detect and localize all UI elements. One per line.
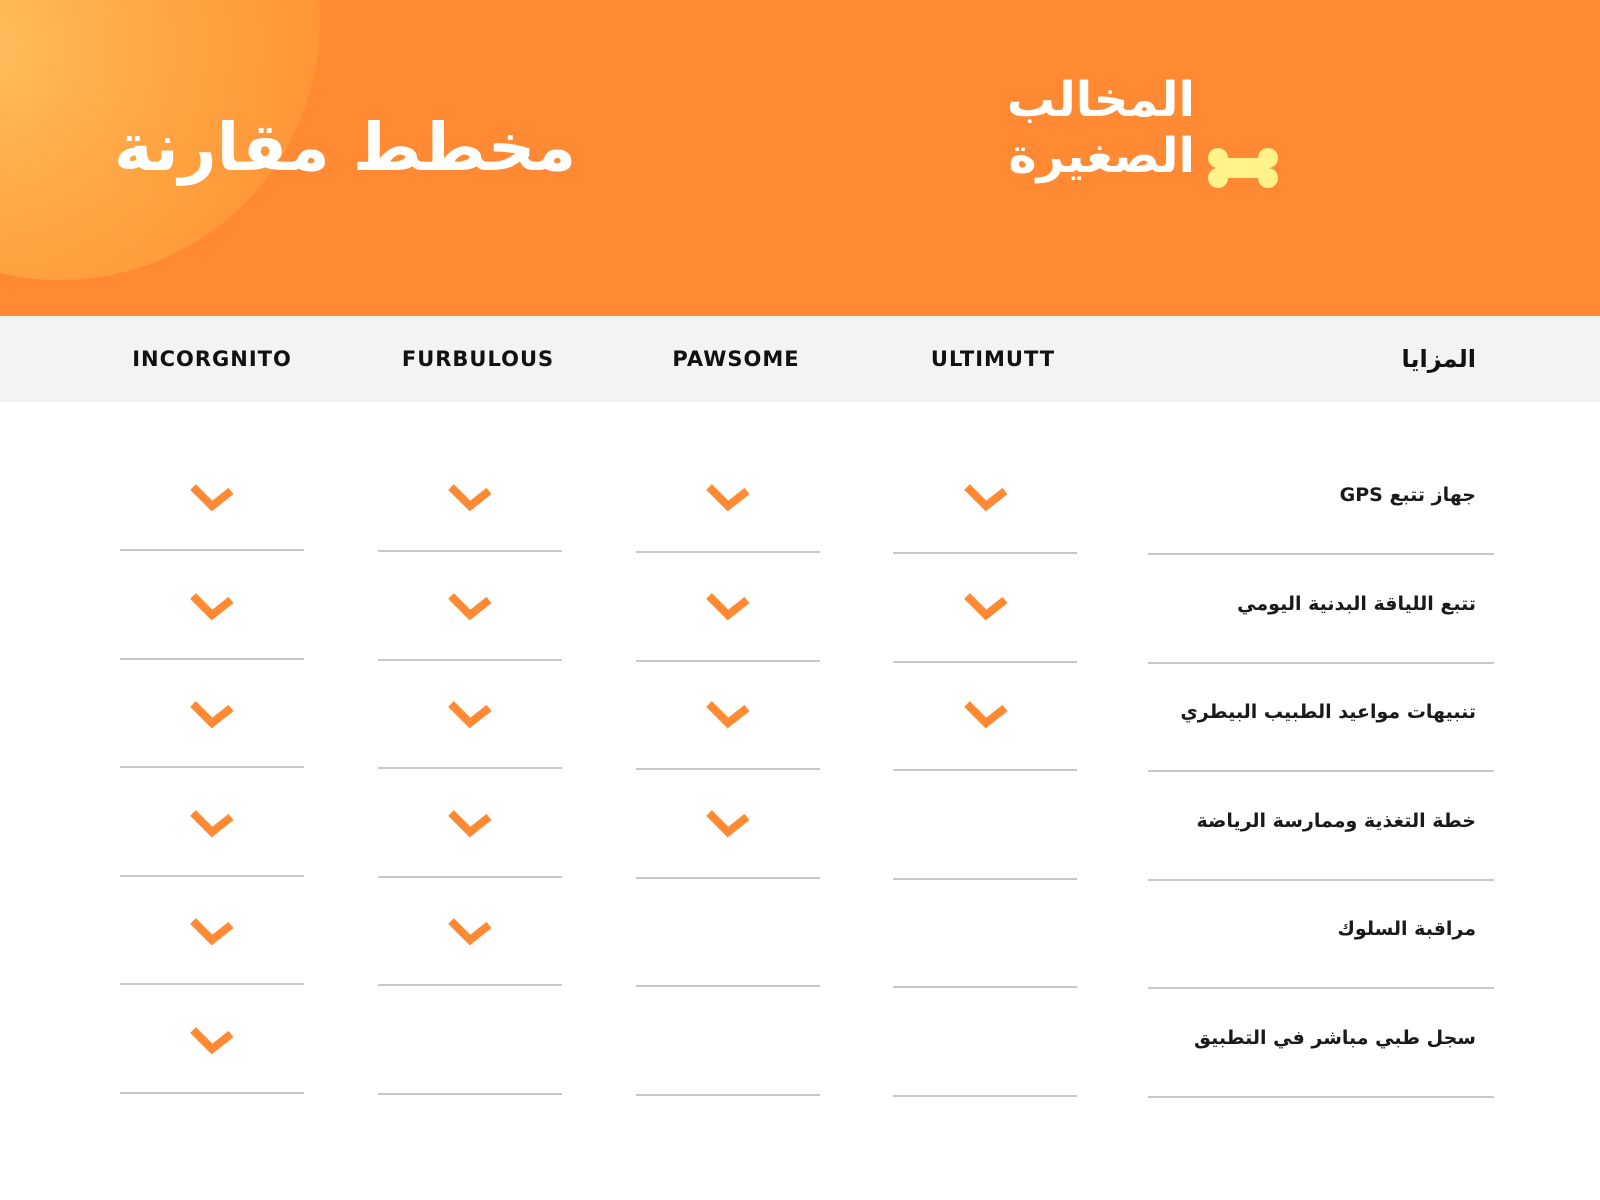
feature-label: خطة التغذية وممارسة الرياضة: [1196, 809, 1476, 832]
cell-divider: [893, 552, 1077, 554]
cell-divider: [378, 1093, 562, 1095]
bone-icon: [1208, 146, 1278, 190]
cell-divider: [120, 766, 304, 768]
checkmark-icon: [188, 1025, 236, 1057]
cell-divider: [636, 1094, 820, 1096]
header-banner: [0, 0, 1600, 316]
cell-divider: [893, 661, 1077, 663]
cell-divider: [636, 551, 820, 553]
checkmark-icon: [704, 482, 752, 514]
feature-label: جهاز تتبع GPS: [1339, 484, 1476, 506]
checkmark-icon: [962, 591, 1010, 623]
row-divider: [1148, 879, 1494, 881]
checkmark-icon: [962, 482, 1010, 514]
page-title: مخطط مقارنة: [113, 109, 577, 186]
feature-label: تنبيهات مواعيد الطبيب البيطري: [1180, 701, 1476, 723]
row-divider: [1148, 662, 1494, 664]
brand-name: [935, 72, 1195, 184]
cell-divider: [893, 986, 1077, 988]
plan-header-incorgnito: INCORGNITO: [132, 347, 292, 371]
feature-label: مراقبة السلوك: [1337, 918, 1476, 940]
checkmark-icon: [188, 916, 236, 948]
checkmark-icon: [962, 699, 1010, 731]
row-divider: [1148, 553, 1494, 555]
plan-header-pawsome: PAWSOME: [672, 347, 800, 371]
feature-label: تتبع اللياقة البدنية اليومي: [1237, 592, 1476, 615]
cell-divider: [120, 983, 304, 985]
table-header-row: [0, 316, 1600, 402]
checkmark-icon: [188, 808, 236, 840]
features-header: المزايا: [1401, 345, 1476, 373]
row-divider: [1148, 770, 1494, 772]
checkmark-icon: [446, 482, 494, 514]
checkmark-icon: [704, 808, 752, 840]
cell-divider: [893, 1095, 1077, 1097]
checkmark-icon: [446, 916, 494, 948]
plan-header-ultimutt: ULTIMUTT: [930, 347, 1056, 371]
cell-divider: [378, 659, 562, 661]
cell-divider: [636, 985, 820, 987]
cell-divider: [378, 767, 562, 769]
cell-divider: [378, 550, 562, 552]
checkmark-icon: [704, 699, 752, 731]
checkmark-icon: [188, 699, 236, 731]
row-divider: [1148, 1096, 1494, 1098]
cell-divider: [893, 769, 1077, 771]
cell-divider: [120, 549, 304, 551]
cell-divider: [378, 876, 562, 878]
checkmark-icon: [446, 591, 494, 623]
checkmark-icon: [188, 591, 236, 623]
plan-header-furbulous: FURBULOUS: [401, 347, 555, 371]
cell-divider: [378, 984, 562, 986]
cell-divider: [636, 768, 820, 770]
cell-divider: [120, 875, 304, 877]
row-divider: [1148, 987, 1494, 989]
cell-divider: [636, 660, 820, 662]
feature-label: سجل طبي مباشر في التطبيق: [1193, 1026, 1476, 1049]
checkmark-icon: [446, 808, 494, 840]
checkmark-icon: [704, 591, 752, 623]
brand-line-1: المخالب: [1006, 72, 1195, 128]
cell-divider: [893, 878, 1077, 880]
checkmark-icon: [446, 699, 494, 731]
cell-divider: [120, 1092, 304, 1094]
cell-divider: [636, 877, 820, 879]
brand-line-2: الصغيرة: [1008, 128, 1195, 184]
checkmark-icon: [188, 482, 236, 514]
cell-divider: [120, 658, 304, 660]
